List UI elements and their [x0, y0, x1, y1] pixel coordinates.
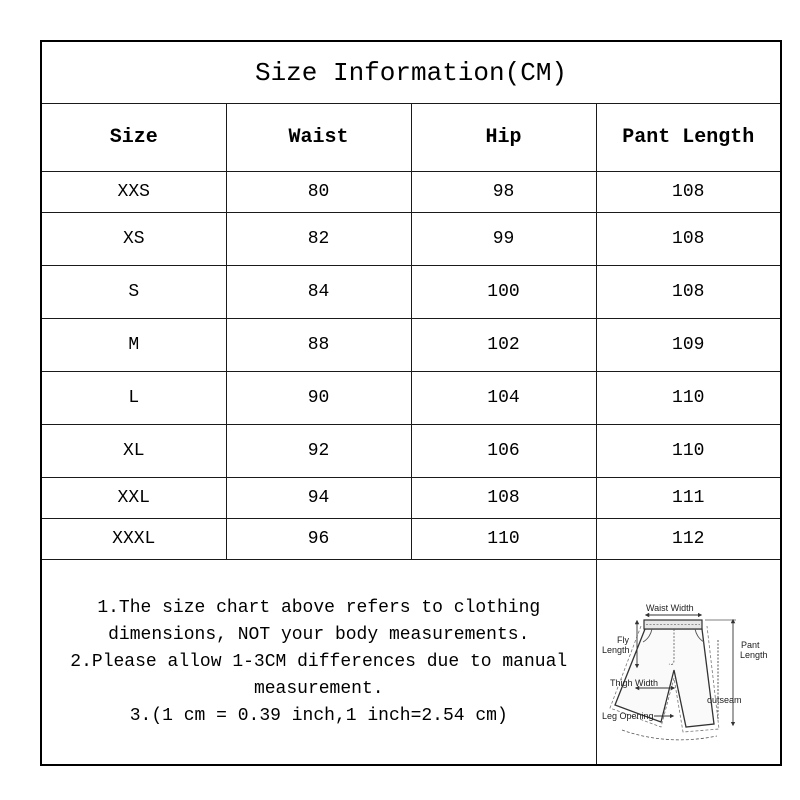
- pant-length-label-line2: Length: [739, 650, 768, 660]
- cell-pant-length: 110: [596, 372, 781, 425]
- table-row: [41, 319, 781, 372]
- note-2: 2.Please allow 1-3CM differences due to manual measurement.: [70, 651, 568, 699]
- cell-pant-length: 109: [596, 319, 781, 372]
- title-row: [41, 41, 781, 104]
- cell-pant-length: 108: [596, 266, 781, 319]
- size-table: [40, 40, 782, 766]
- cell-hip: 106: [411, 425, 596, 478]
- table-row: [41, 478, 781, 519]
- header-row: [41, 104, 781, 172]
- cell-waist: 84: [226, 266, 411, 319]
- table-row: [41, 425, 781, 478]
- note-1: 1.The size chart above refers to clothing dimensions, NOT your body measurements.: [97, 597, 541, 645]
- hem-dashed-curve: [622, 730, 717, 740]
- header-waist: Waist: [226, 104, 411, 172]
- cell-size: L: [41, 372, 226, 425]
- fly-length-label-line1: Fly: [616, 635, 629, 645]
- cell-waist: 80: [226, 172, 411, 213]
- cell-pant-length: 112: [596, 519, 781, 560]
- page-title: Size Information(CM): [41, 41, 781, 104]
- notes-cell: [41, 560, 596, 766]
- header-hip: Hip: [411, 104, 596, 172]
- table-row: [41, 213, 781, 266]
- table-row: [41, 266, 781, 319]
- cell-pant-length: 111: [596, 478, 781, 519]
- cell-waist: 82: [226, 213, 411, 266]
- cell-hip: 102: [411, 319, 596, 372]
- cell-size: M: [41, 319, 226, 372]
- waist-width-label: Waist Width: [645, 603, 694, 613]
- cell-hip: 108: [411, 478, 596, 519]
- cell-pant-length: 108: [596, 172, 781, 213]
- thigh-width-label: Thigh Width: [609, 678, 658, 688]
- fly-length-label-line2: Length: [601, 645, 630, 655]
- table-row: [41, 519, 781, 560]
- cell-hip: 98: [411, 172, 596, 213]
- pant-length-label-line1: Pant: [740, 640, 760, 650]
- cell-waist: 94: [226, 478, 411, 519]
- table-row: [41, 172, 781, 213]
- cell-waist: 96: [226, 519, 411, 560]
- cell-size: XXXL: [41, 519, 226, 560]
- size-chart: [40, 40, 781, 766]
- cell-pant-length: 110: [596, 425, 781, 478]
- measurement-diagram-cell: [596, 560, 781, 766]
- note-3: 3.(1 cm = 0.39 inch,1 inch=2.54 cm): [129, 705, 508, 726]
- pants-measurement-diagram: [597, 560, 781, 764]
- cell-waist: 90: [226, 372, 411, 425]
- notes-row: [41, 560, 781, 766]
- cell-size: XXL: [41, 478, 226, 519]
- cell-hip: 110: [411, 519, 596, 560]
- cell-pant-length: 108: [596, 213, 781, 266]
- cell-hip: 100: [411, 266, 596, 319]
- header-size: Size: [41, 104, 226, 172]
- cell-size: XL: [41, 425, 226, 478]
- outseam-label: outseam: [706, 695, 742, 705]
- cell-waist: 88: [226, 319, 411, 372]
- cell-waist: 92: [226, 425, 411, 478]
- cell-size: S: [41, 266, 226, 319]
- leg-opening-label: Leg Opening: [601, 711, 654, 721]
- cell-hip: 104: [411, 372, 596, 425]
- cell-size: XXS: [41, 172, 226, 213]
- cell-hip: 99: [411, 213, 596, 266]
- table-row: [41, 372, 781, 425]
- header-pant-length: Pant Length: [596, 104, 781, 172]
- cell-size: XS: [41, 213, 226, 266]
